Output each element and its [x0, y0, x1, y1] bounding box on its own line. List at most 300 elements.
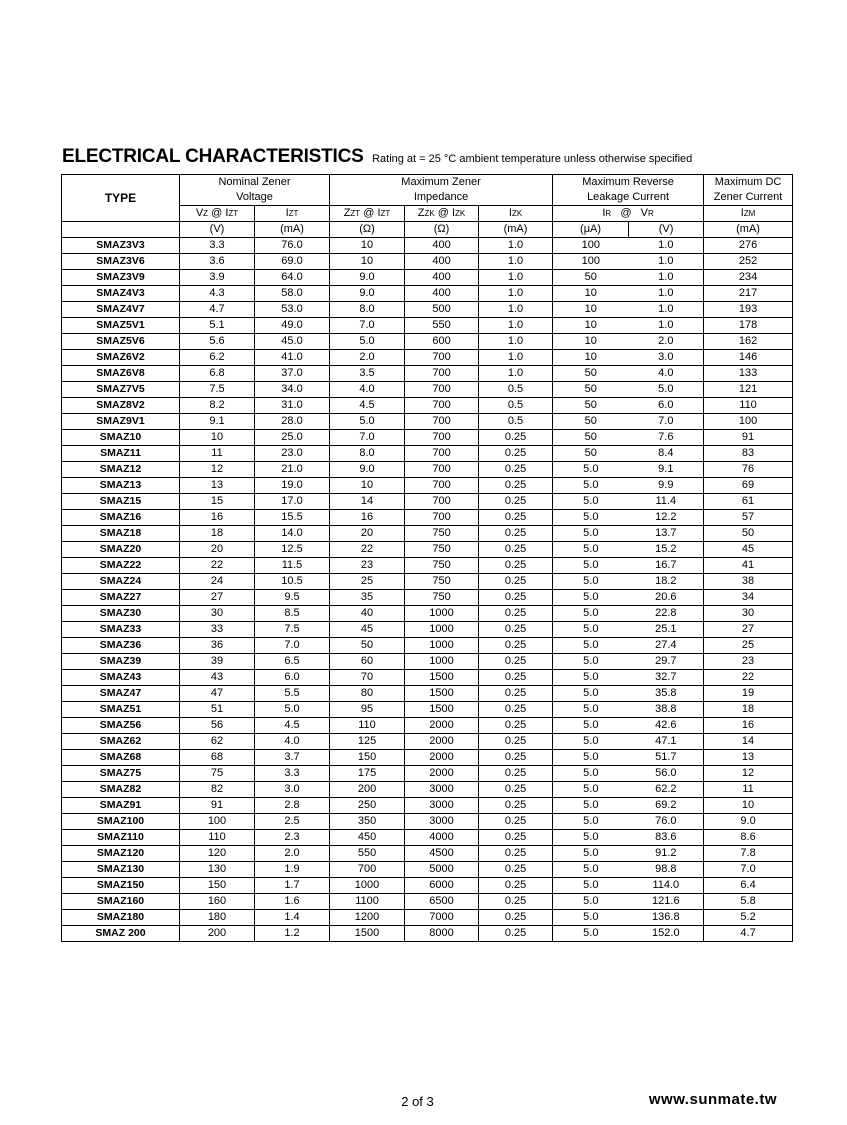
- value-cell: 34.0: [255, 382, 330, 398]
- value-cell: 1.0: [479, 302, 553, 318]
- type-cell: SMAZ68: [62, 750, 180, 766]
- value-cell: 8.5: [255, 606, 330, 622]
- value-cell: 5.0: [553, 510, 629, 526]
- table-row: [62, 686, 793, 702]
- value-cell: 5.0: [553, 654, 629, 670]
- value-cell: 1.0: [479, 334, 553, 350]
- value-cell: 0.25: [479, 670, 553, 686]
- value-cell: 7.0: [629, 414, 704, 430]
- value-cell: 5.0: [553, 542, 629, 558]
- leakage-header: Maximum Reverse: [553, 175, 704, 191]
- group-header-row-1: [62, 175, 793, 191]
- value-cell: 8.0: [330, 302, 405, 318]
- value-cell: 49.0: [255, 318, 330, 334]
- value-cell: 1500: [405, 686, 479, 702]
- value-cell: 500: [405, 302, 479, 318]
- value-cell: 33: [180, 622, 255, 638]
- table-row: [62, 382, 793, 398]
- value-cell: 10: [704, 798, 793, 814]
- value-cell: 550: [330, 846, 405, 862]
- value-cell: 45: [330, 622, 405, 638]
- table-row: [62, 750, 793, 766]
- value-cell: 5.0: [553, 830, 629, 846]
- value-cell: 4.7: [180, 302, 255, 318]
- value-cell: 1.0: [479, 350, 553, 366]
- table-row: [62, 830, 793, 846]
- type-cell: SMAZ180: [62, 910, 180, 926]
- izm-symbol: IZM: [704, 206, 793, 222]
- value-cell: 41: [704, 558, 793, 574]
- value-cell: 5.0: [553, 894, 629, 910]
- value-cell: 750: [405, 558, 479, 574]
- vz-symbol: VZ @ IZT: [180, 206, 255, 222]
- value-cell: 5.0: [553, 926, 629, 942]
- value-cell: 40: [330, 606, 405, 622]
- value-cell: 1.2: [255, 926, 330, 942]
- value-cell: 50: [553, 414, 629, 430]
- impedance-header: Maximum Zener: [330, 175, 553, 191]
- value-cell: 10: [553, 350, 629, 366]
- value-cell: 700: [405, 510, 479, 526]
- value-cell: 3.5: [330, 366, 405, 382]
- value-cell: 5.6: [180, 334, 255, 350]
- value-cell: 2.5: [255, 814, 330, 830]
- value-cell: 120: [180, 846, 255, 862]
- value-cell: 193: [704, 302, 793, 318]
- value-cell: 6.8: [180, 366, 255, 382]
- value-cell: 10: [180, 430, 255, 446]
- type-cell: SMAZ24: [62, 574, 180, 590]
- value-cell: 100: [704, 414, 793, 430]
- unit-cell: (mA): [479, 222, 553, 238]
- value-cell: 95: [330, 702, 405, 718]
- table-row: [62, 878, 793, 894]
- value-cell: 9.1: [629, 462, 704, 478]
- value-cell: 50: [704, 526, 793, 542]
- value-cell: 2.0: [330, 350, 405, 366]
- table-row: [62, 526, 793, 542]
- value-cell: 23: [704, 654, 793, 670]
- value-cell: 5.0: [629, 382, 704, 398]
- value-cell: 22: [330, 542, 405, 558]
- value-cell: 12: [704, 766, 793, 782]
- value-cell: 136.8: [629, 910, 704, 926]
- value-cell: 400: [405, 270, 479, 286]
- type-cell: SMAZ13: [62, 478, 180, 494]
- value-cell: 7.0: [330, 430, 405, 446]
- value-cell: 13: [704, 750, 793, 766]
- type-cell: SMAZ47: [62, 686, 180, 702]
- type-cell: SMAZ160: [62, 894, 180, 910]
- value-cell: 22.8: [629, 606, 704, 622]
- value-cell: 76.0: [255, 238, 330, 254]
- value-cell: 1500: [330, 926, 405, 942]
- type-cell: SMAZ110: [62, 830, 180, 846]
- value-cell: 0.25: [479, 846, 553, 862]
- value-cell: 700: [405, 414, 479, 430]
- value-cell: 10: [330, 478, 405, 494]
- value-cell: 5.0: [553, 750, 629, 766]
- value-cell: 400: [405, 286, 479, 302]
- value-cell: 0.25: [479, 526, 553, 542]
- value-cell: 1.0: [479, 254, 553, 270]
- type-cell: SMAZ18: [62, 526, 180, 542]
- value-cell: 5.0: [553, 782, 629, 798]
- table-row: [62, 414, 793, 430]
- value-cell: 14: [704, 734, 793, 750]
- value-cell: 0.25: [479, 830, 553, 846]
- value-cell: 5.0: [553, 478, 629, 494]
- value-cell: 9.0: [704, 814, 793, 830]
- dc-current-header: Maximum DC: [704, 175, 793, 191]
- value-cell: 110: [330, 718, 405, 734]
- type-cell: SMAZ4V7: [62, 302, 180, 318]
- value-cell: 61: [704, 494, 793, 510]
- value-cell: 69.0: [255, 254, 330, 270]
- value-cell: 5.0: [553, 910, 629, 926]
- value-cell: 3000: [405, 814, 479, 830]
- value-cell: 100: [180, 814, 255, 830]
- value-cell: 5.0: [553, 622, 629, 638]
- type-cell: SMAZ3V3: [62, 238, 180, 254]
- value-cell: 5.5: [255, 686, 330, 702]
- value-cell: 0.25: [479, 510, 553, 526]
- value-cell: 0.25: [479, 878, 553, 894]
- value-cell: 15: [180, 494, 255, 510]
- value-cell: 5.0: [553, 686, 629, 702]
- value-cell: 700: [405, 382, 479, 398]
- value-cell: 10: [553, 334, 629, 350]
- type-cell: SMAZ6V2: [62, 350, 180, 366]
- value-cell: 0.25: [479, 686, 553, 702]
- table-row: [62, 254, 793, 270]
- value-cell: 1.0: [629, 238, 704, 254]
- table-row: [62, 846, 793, 862]
- table-row: [62, 318, 793, 334]
- value-cell: 1.0: [479, 366, 553, 382]
- value-cell: 276: [704, 238, 793, 254]
- value-cell: 0.25: [479, 542, 553, 558]
- unit-cell: (Ω): [405, 222, 479, 238]
- value-cell: 5.0: [553, 798, 629, 814]
- value-cell: 47: [180, 686, 255, 702]
- ir-vr-symbol: IR @ VR: [553, 206, 704, 222]
- value-cell: 82: [180, 782, 255, 798]
- value-cell: 252: [704, 254, 793, 270]
- value-cell: 70: [330, 670, 405, 686]
- table-row: [62, 430, 793, 446]
- value-cell: 10: [330, 254, 405, 270]
- value-cell: 4.5: [255, 718, 330, 734]
- value-cell: 1.0: [479, 318, 553, 334]
- table-row: [62, 446, 793, 462]
- value-cell: 4.0: [330, 382, 405, 398]
- value-cell: 50: [553, 270, 629, 286]
- value-cell: 1.0: [629, 286, 704, 302]
- value-cell: 6.4: [704, 878, 793, 894]
- value-cell: 12.5: [255, 542, 330, 558]
- table-row: [62, 510, 793, 526]
- value-cell: 8.6: [704, 830, 793, 846]
- type-cell: SMAZ9V1: [62, 414, 180, 430]
- table-row: [62, 622, 793, 638]
- value-cell: 15.5: [255, 510, 330, 526]
- value-cell: 19: [704, 686, 793, 702]
- value-cell: 1.0: [629, 318, 704, 334]
- value-cell: 4.5: [330, 398, 405, 414]
- type-cell: SMAZ120: [62, 846, 180, 862]
- value-cell: 5.0: [553, 606, 629, 622]
- value-cell: 0.25: [479, 590, 553, 606]
- table-row: [62, 670, 793, 686]
- value-cell: 2.0: [255, 846, 330, 862]
- value-cell: 50: [330, 638, 405, 654]
- type-cell: SMAZ12: [62, 462, 180, 478]
- value-cell: 2.0: [629, 334, 704, 350]
- value-cell: 4500: [405, 846, 479, 862]
- value-cell: 20: [180, 542, 255, 558]
- section-subtitle: Rating at = 25 °C ambient temperature unless otherwise specified: [372, 153, 693, 165]
- value-cell: 8.2: [180, 398, 255, 414]
- value-cell: 1100: [330, 894, 405, 910]
- value-cell: 83: [704, 446, 793, 462]
- table-row: [62, 702, 793, 718]
- value-cell: 53.0: [255, 302, 330, 318]
- value-cell: 35: [330, 590, 405, 606]
- type-cell: SMAZ10: [62, 430, 180, 446]
- value-cell: 1500: [405, 702, 479, 718]
- value-cell: 2000: [405, 718, 479, 734]
- value-cell: 150: [330, 750, 405, 766]
- value-cell: 3.3: [180, 238, 255, 254]
- value-cell: 5.0: [553, 702, 629, 718]
- value-cell: 98.8: [629, 862, 704, 878]
- value-cell: 162: [704, 334, 793, 350]
- value-cell: 8.4: [629, 446, 704, 462]
- value-cell: 23: [330, 558, 405, 574]
- table-row: [62, 494, 793, 510]
- unit-cell: (mA): [255, 222, 330, 238]
- value-cell: 3000: [405, 798, 479, 814]
- value-cell: 15.2: [629, 542, 704, 558]
- value-cell: 1.0: [479, 270, 553, 286]
- table-row: [62, 350, 793, 366]
- type-cell: SMAZ36: [62, 638, 180, 654]
- value-cell: 160: [180, 894, 255, 910]
- value-cell: 5.0: [553, 718, 629, 734]
- value-cell: 3.7: [255, 750, 330, 766]
- value-cell: 14.0: [255, 526, 330, 542]
- value-cell: 9.5: [255, 590, 330, 606]
- value-cell: 7.6: [629, 430, 704, 446]
- value-cell: 450: [330, 830, 405, 846]
- value-cell: 5.0: [553, 462, 629, 478]
- value-cell: 121: [704, 382, 793, 398]
- value-cell: 10: [553, 302, 629, 318]
- value-cell: 10.5: [255, 574, 330, 590]
- value-cell: 7.5: [180, 382, 255, 398]
- value-cell: 700: [405, 478, 479, 494]
- value-cell: 7.5: [255, 622, 330, 638]
- value-cell: 0.25: [479, 702, 553, 718]
- units-type-blank: [62, 222, 180, 238]
- value-cell: 6.0: [255, 670, 330, 686]
- value-cell: 47.1: [629, 734, 704, 750]
- value-cell: 1.0: [479, 238, 553, 254]
- value-cell: 100: [553, 254, 629, 270]
- value-cell: 700: [405, 462, 479, 478]
- value-cell: 7.0: [330, 318, 405, 334]
- value-cell: 1000: [405, 638, 479, 654]
- value-cell: 18: [180, 526, 255, 542]
- value-cell: 27.4: [629, 638, 704, 654]
- value-cell: 9.0: [330, 286, 405, 302]
- value-cell: 45: [704, 542, 793, 558]
- value-cell: 750: [405, 590, 479, 606]
- value-cell: 1500: [405, 670, 479, 686]
- value-cell: 50: [553, 382, 629, 398]
- type-cell: SMAZ150: [62, 878, 180, 894]
- value-cell: 0.5: [479, 382, 553, 398]
- value-cell: 0.25: [479, 734, 553, 750]
- table-row: [62, 862, 793, 878]
- value-cell: 75: [180, 766, 255, 782]
- value-cell: 56.0: [629, 766, 704, 782]
- dc-current-header-2: Zener Current: [704, 190, 793, 206]
- value-cell: 3.6: [180, 254, 255, 270]
- value-cell: 5.0: [553, 638, 629, 654]
- value-cell: 10: [553, 286, 629, 302]
- type-cell: SMAZ33: [62, 622, 180, 638]
- value-cell: 0.25: [479, 894, 553, 910]
- type-cell: SMAZ 200: [62, 926, 180, 942]
- table-row: [62, 798, 793, 814]
- value-cell: 50: [553, 366, 629, 382]
- table-row: [62, 302, 793, 318]
- value-cell: 7000: [405, 910, 479, 926]
- website-link[interactable]: www.sunmate.tw: [648, 1091, 777, 1108]
- table-row: [62, 926, 793, 942]
- value-cell: 1000: [405, 606, 479, 622]
- value-cell: 62.2: [629, 782, 704, 798]
- section-heading: [62, 146, 692, 168]
- table-row: [62, 334, 793, 350]
- value-cell: 20.6: [629, 590, 704, 606]
- value-cell: 1.4: [255, 910, 330, 926]
- type-cell: SMAZ62: [62, 734, 180, 750]
- value-cell: 14: [330, 494, 405, 510]
- type-cell: SMAZ7V5: [62, 382, 180, 398]
- value-cell: 69: [704, 478, 793, 494]
- type-cell: SMAZ43: [62, 670, 180, 686]
- value-cell: 750: [405, 574, 479, 590]
- value-cell: 2.8: [255, 798, 330, 814]
- type-cell: SMAZ75: [62, 766, 180, 782]
- value-cell: 17.0: [255, 494, 330, 510]
- value-cell: 12.2: [629, 510, 704, 526]
- value-cell: 69.2: [629, 798, 704, 814]
- value-cell: 5.0: [553, 814, 629, 830]
- type-header: TYPE: [62, 175, 180, 222]
- value-cell: 50: [553, 430, 629, 446]
- value-cell: 38: [704, 574, 793, 590]
- value-cell: 0.25: [479, 446, 553, 462]
- izt-symbol: IZT: [255, 206, 330, 222]
- value-cell: 110: [704, 398, 793, 414]
- table-row: [62, 270, 793, 286]
- value-cell: 13.7: [629, 526, 704, 542]
- value-cell: 91.2: [629, 846, 704, 862]
- value-cell: 3.3: [255, 766, 330, 782]
- value-cell: 24: [180, 574, 255, 590]
- table-row: [62, 894, 793, 910]
- value-cell: 1.0: [479, 286, 553, 302]
- value-cell: 51.7: [629, 750, 704, 766]
- value-cell: 60: [330, 654, 405, 670]
- unit-cell: (mA): [704, 222, 793, 238]
- value-cell: 28.0: [255, 414, 330, 430]
- value-cell: 5.0: [553, 734, 629, 750]
- table-row: [62, 814, 793, 830]
- type-cell: SMAZ56: [62, 718, 180, 734]
- value-cell: 45.0: [255, 334, 330, 350]
- value-cell: 1.0: [629, 254, 704, 270]
- value-cell: 4.7: [704, 926, 793, 942]
- type-cell: SMAZ91: [62, 798, 180, 814]
- value-cell: 1200: [330, 910, 405, 926]
- value-cell: 27: [704, 622, 793, 638]
- value-cell: 175: [330, 766, 405, 782]
- value-cell: 1.9: [255, 862, 330, 878]
- unit-cell: (V): [629, 222, 704, 238]
- table-row: [62, 286, 793, 302]
- value-cell: 6.0: [629, 398, 704, 414]
- value-cell: 3000: [405, 782, 479, 798]
- value-cell: 6.2: [180, 350, 255, 366]
- table-row: [62, 366, 793, 382]
- type-cell: SMAZ20: [62, 542, 180, 558]
- type-cell: SMAZ22: [62, 558, 180, 574]
- value-cell: 83.6: [629, 830, 704, 846]
- value-cell: 39: [180, 654, 255, 670]
- value-cell: 700: [405, 350, 479, 366]
- value-cell: 550: [405, 318, 479, 334]
- value-cell: 125: [330, 734, 405, 750]
- value-cell: 16: [330, 510, 405, 526]
- value-cell: 130: [180, 862, 255, 878]
- value-cell: 91: [180, 798, 255, 814]
- value-cell: 0.25: [479, 798, 553, 814]
- value-cell: 6500: [405, 894, 479, 910]
- value-cell: 31.0: [255, 398, 330, 414]
- value-cell: 5.0: [553, 878, 629, 894]
- zzt-symbol: ZZT @ IZT: [330, 206, 405, 222]
- value-cell: 0.25: [479, 462, 553, 478]
- value-cell: 5.0: [553, 766, 629, 782]
- value-cell: 50: [553, 398, 629, 414]
- value-cell: 121.6: [629, 894, 704, 910]
- value-cell: 5.0: [553, 574, 629, 590]
- type-cell: SMAZ6V8: [62, 366, 180, 382]
- value-cell: 42.6: [629, 718, 704, 734]
- leakage-header-2: Leakage Current: [553, 190, 704, 206]
- value-cell: 11.5: [255, 558, 330, 574]
- value-cell: 2000: [405, 766, 479, 782]
- value-cell: 23.0: [255, 446, 330, 462]
- value-cell: 152.0: [629, 926, 704, 942]
- value-cell: 11.4: [629, 494, 704, 510]
- type-cell: SMAZ11: [62, 446, 180, 462]
